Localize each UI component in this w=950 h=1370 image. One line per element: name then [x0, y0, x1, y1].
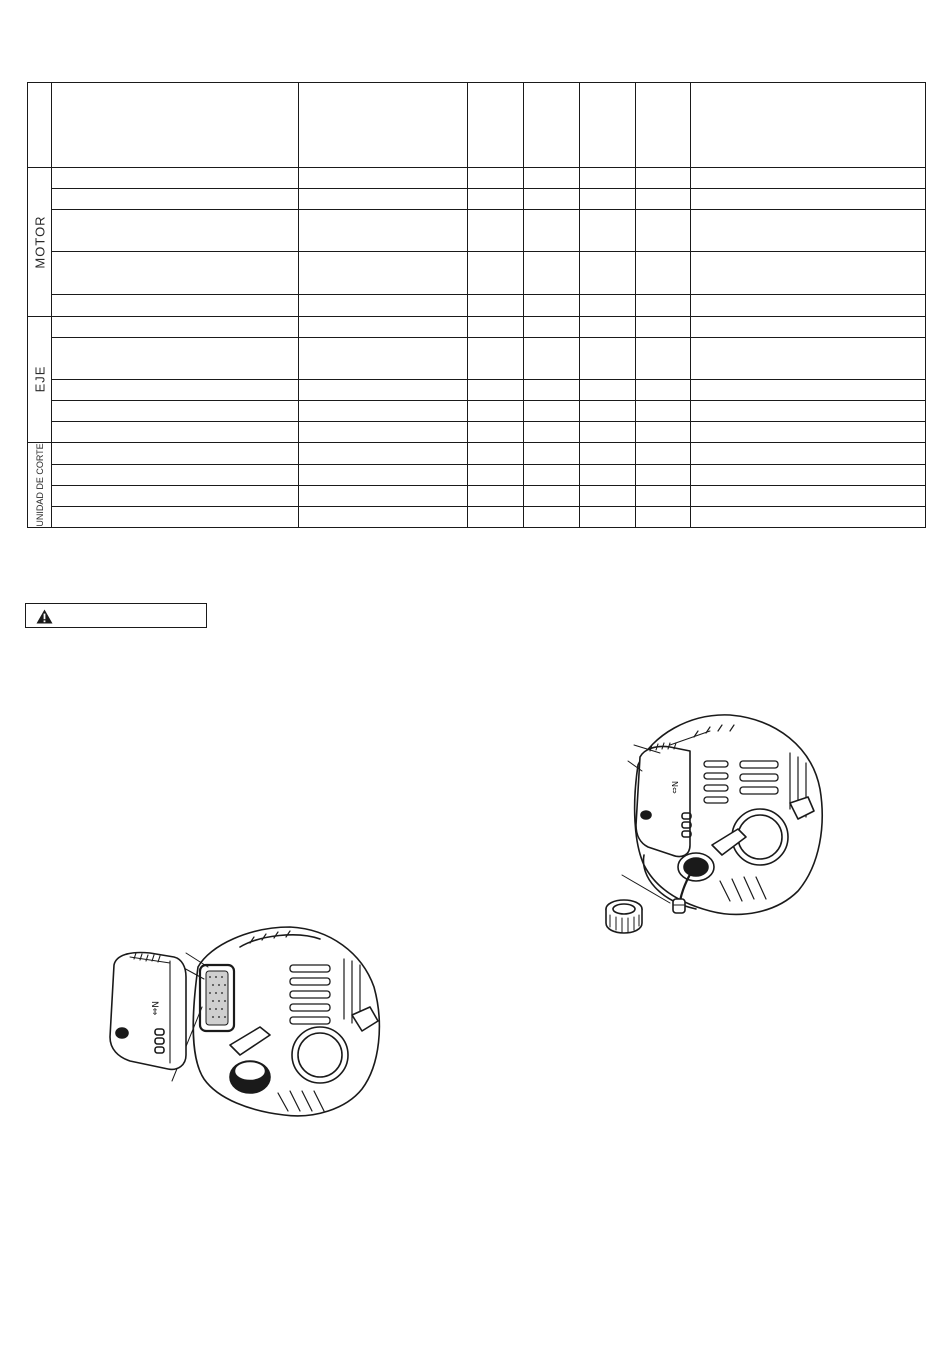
header-cell	[52, 83, 299, 168]
header-cell	[299, 83, 468, 168]
table-row	[28, 188, 926, 209]
table-row	[28, 252, 926, 295]
header-cell	[28, 83, 52, 168]
table-row	[28, 506, 926, 527]
header-cell	[580, 83, 636, 168]
warning-triangle-icon	[36, 609, 53, 624]
svg-text:N⇔: N⇔	[670, 781, 679, 794]
section-label-eje: EJE	[32, 366, 47, 393]
maintenance-table	[27, 82, 926, 528]
section-label-motor: MOTOR	[32, 214, 47, 269]
header-cell	[636, 83, 691, 168]
svg-text:N⇔: N⇔	[149, 1001, 159, 1016]
table-row	[28, 485, 926, 506]
section-eje-cell	[28, 316, 52, 443]
engine-air-filter-illustration	[100, 905, 390, 1125]
section-motor-cell	[28, 167, 52, 316]
table-row	[28, 209, 926, 251]
table-row	[28, 422, 926, 443]
table-row	[28, 316, 926, 337]
warning-box	[25, 603, 207, 628]
table-row	[28, 464, 926, 485]
table-row	[28, 167, 926, 188]
header-cell	[524, 83, 580, 168]
engine-fuel-tank-illustration	[600, 705, 830, 945]
table-header-row	[28, 83, 926, 168]
section-unidad-de-corte-cell	[28, 443, 52, 528]
section-label-unidad-de-corte: UNIDAD DE CORTE	[34, 443, 45, 527]
header-cell	[468, 83, 524, 168]
table-row	[28, 295, 926, 316]
table-row	[28, 401, 926, 422]
header-cell	[691, 83, 926, 168]
table-row	[28, 379, 926, 400]
table-row	[28, 337, 926, 379]
table-row	[28, 443, 926, 464]
